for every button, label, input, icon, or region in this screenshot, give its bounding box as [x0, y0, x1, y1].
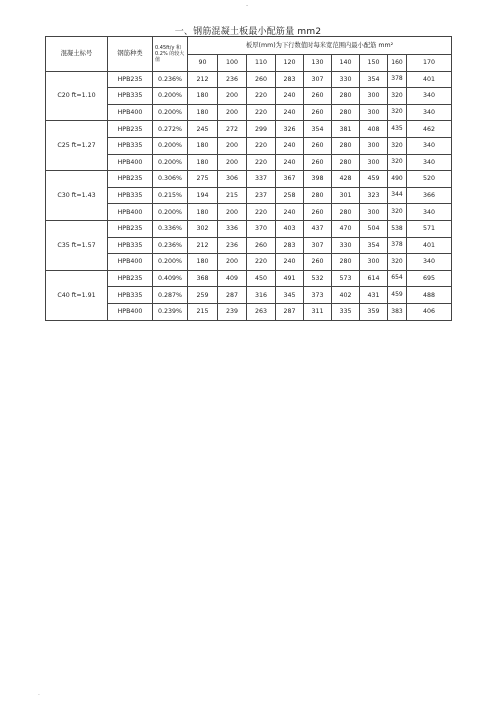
value-cell: 300 [360, 254, 388, 271]
rate-cell: 0.287% [153, 287, 188, 304]
thickness-header: 160 [388, 55, 407, 72]
steel-type-cell: HPB235 [108, 220, 153, 237]
value-cell: 287 [276, 303, 304, 320]
thickness-header: 90 [188, 55, 218, 72]
value-cell: 532 [304, 270, 332, 287]
value-cell: 403 [276, 220, 304, 237]
page-mark-top: - [246, 2, 249, 9]
value-cell: 287 [218, 287, 247, 304]
value-cell: 200 [218, 254, 247, 271]
value-cell: 340 [407, 254, 452, 271]
value-cell: 280 [332, 154, 360, 171]
value-cell: 311 [304, 303, 332, 320]
steel-type-cell: HPB400 [108, 254, 153, 271]
value-cell: 245 [188, 121, 218, 138]
steel-type-cell: HPB335 [108, 237, 153, 254]
value-cell: 340 [407, 154, 452, 171]
concrete-grade-cell: C35 ft=1.57 [46, 220, 108, 270]
value-cell: 260 [247, 71, 276, 88]
value-cell: 212 [188, 71, 218, 88]
thickness-header: 170 [407, 55, 452, 72]
value-cell: 220 [247, 88, 276, 105]
thickness-header: 110 [247, 55, 276, 72]
value-cell: 330 [332, 237, 360, 254]
steel-type-cell: HPB235 [108, 71, 153, 88]
value-cell: 240 [276, 204, 304, 221]
table-row [46, 270, 452, 287]
value-cell: 260 [304, 137, 332, 154]
rate-cell: 0.239% [153, 303, 188, 320]
value-cell: 409 [218, 270, 247, 287]
value-cell: 307 [304, 237, 332, 254]
rate-cell: 0.200% [153, 154, 188, 171]
value-cell: 378 [388, 237, 407, 254]
rate-cell: 0.200% [153, 137, 188, 154]
value-cell: 381 [332, 121, 360, 138]
concrete-grade-cell: C40 ft=1.91 [46, 270, 108, 320]
steel-type-cell: HPB335 [108, 88, 153, 105]
value-cell: 283 [276, 237, 304, 254]
steel-type-cell: HPB335 [108, 187, 153, 204]
value-cell: 220 [247, 137, 276, 154]
concrete-grade-cell: C20 ft=1.10 [46, 71, 108, 121]
value-cell: 212 [188, 237, 218, 254]
header-concrete: 混凝土标号 [46, 37, 108, 72]
value-cell: 354 [360, 71, 388, 88]
value-cell: 280 [332, 204, 360, 221]
rate-cell: 0.200% [153, 204, 188, 221]
value-cell: 367 [276, 171, 304, 188]
value-cell: 180 [188, 88, 218, 105]
value-cell: 573 [332, 270, 360, 287]
value-cell: 239 [218, 303, 247, 320]
steel-type-cell: HPB400 [108, 204, 153, 221]
value-cell: 654 [388, 270, 407, 287]
steel-type-cell: HPB235 [108, 121, 153, 138]
value-cell: 340 [407, 137, 452, 154]
value-cell: 491 [276, 270, 304, 287]
header-rate: 0.45ft/y 和 0.2% 的较大值 [153, 37, 188, 72]
value-cell: 260 [304, 204, 332, 221]
value-cell: 571 [407, 220, 452, 237]
value-cell: 300 [360, 137, 388, 154]
table-row [46, 171, 452, 188]
value-cell: 335 [332, 303, 360, 320]
thickness-header: 120 [276, 55, 304, 72]
value-cell: 431 [360, 287, 388, 304]
rate-cell: 0.200% [153, 88, 188, 105]
value-cell: 330 [332, 71, 360, 88]
header-steel: 钢筋种类 [108, 37, 153, 72]
value-cell: 215 [188, 303, 218, 320]
steel-type-cell: HPB335 [108, 287, 153, 304]
value-cell: 435 [388, 121, 407, 138]
value-cell: 383 [388, 303, 407, 320]
value-cell: 280 [332, 137, 360, 154]
rate-cell: 0.336% [153, 220, 188, 237]
value-cell: 194 [188, 187, 218, 204]
rate-cell: 0.272% [153, 121, 188, 138]
value-cell: 316 [247, 287, 276, 304]
steel-type-cell: HPB235 [108, 270, 153, 287]
value-cell: 462 [407, 121, 452, 138]
steel-type-cell: HPB400 [108, 303, 153, 320]
value-cell: 459 [388, 287, 407, 304]
value-cell: 220 [247, 104, 276, 121]
value-cell: 280 [332, 254, 360, 271]
value-cell: 344 [388, 187, 407, 204]
page-title: 一、钢筋混凝土板最小配筋量 mm2 [174, 27, 322, 37]
value-cell: 323 [360, 187, 388, 204]
value-cell: 306 [218, 171, 247, 188]
value-cell: 450 [247, 270, 276, 287]
value-cell: 240 [276, 104, 304, 121]
steel-type-cell: HPB400 [108, 154, 153, 171]
rate-cell: 0.200% [153, 254, 188, 271]
value-cell: 260 [304, 254, 332, 271]
table-row [46, 220, 452, 237]
table-row [46, 71, 452, 88]
value-cell: 359 [360, 303, 388, 320]
value-cell: 272 [218, 121, 247, 138]
value-cell: 240 [276, 88, 304, 105]
value-cell: 320 [388, 254, 407, 271]
thickness-header: 130 [304, 55, 332, 72]
value-cell: 237 [247, 187, 276, 204]
value-cell: 402 [332, 287, 360, 304]
value-cell: 220 [247, 154, 276, 171]
concrete-grade-cell: C30 ft=1.43 [46, 171, 108, 221]
rate-cell: 0.236% [153, 71, 188, 88]
steel-type-cell: HPB235 [108, 171, 153, 188]
value-cell: 302 [188, 220, 218, 237]
thickness-header: 100 [218, 55, 247, 72]
value-cell: 180 [188, 137, 218, 154]
value-cell: 200 [218, 204, 247, 221]
value-cell: 538 [388, 220, 407, 237]
value-cell: 220 [247, 254, 276, 271]
value-cell: 283 [276, 71, 304, 88]
value-cell: 470 [332, 220, 360, 237]
value-cell: 337 [247, 171, 276, 188]
concrete-grade-cell: C25 ft=1.27 [46, 121, 108, 171]
value-cell: 695 [407, 270, 452, 287]
value-cell: 200 [218, 88, 247, 105]
value-cell: 320 [388, 154, 407, 171]
value-cell: 378 [388, 71, 407, 88]
value-cell: 200 [218, 104, 247, 121]
value-cell: 320 [388, 137, 407, 154]
value-cell: 520 [407, 171, 452, 188]
value-cell: 260 [247, 237, 276, 254]
value-cell: 354 [304, 121, 332, 138]
value-cell: 336 [218, 220, 247, 237]
value-cell: 354 [360, 237, 388, 254]
value-cell: 345 [276, 287, 304, 304]
value-cell: 236 [218, 71, 247, 88]
value-cell: 320 [388, 104, 407, 121]
value-cell: 236 [218, 237, 247, 254]
value-cell: 275 [188, 171, 218, 188]
value-cell: 200 [218, 137, 247, 154]
value-cell: 240 [276, 137, 304, 154]
value-cell: 260 [304, 104, 332, 121]
value-cell: 299 [247, 121, 276, 138]
value-cell: 180 [188, 154, 218, 171]
value-cell: 301 [332, 187, 360, 204]
thickness-header: 150 [360, 55, 388, 72]
value-cell: 260 [304, 88, 332, 105]
steel-type-cell: HPB335 [108, 137, 153, 154]
value-cell: 220 [247, 204, 276, 221]
value-cell: 368 [188, 270, 218, 287]
value-cell: 300 [360, 104, 388, 121]
value-cell: 180 [188, 204, 218, 221]
value-cell: 263 [247, 303, 276, 320]
value-cell: 340 [407, 88, 452, 105]
value-cell: 260 [304, 154, 332, 171]
value-cell: 215 [218, 187, 247, 204]
rate-cell: 0.200% [153, 104, 188, 121]
value-cell: 259 [188, 287, 218, 304]
rate-cell: 0.306% [153, 171, 188, 188]
value-cell: 406 [407, 303, 452, 320]
value-cell: 300 [360, 204, 388, 221]
value-cell: 366 [407, 187, 452, 204]
rate-cell: 0.236% [153, 237, 188, 254]
value-cell: 180 [188, 104, 218, 121]
header-span: 板厚(mm)为下行数值时每米宽范围内最小配筋 mm² [188, 37, 452, 55]
value-cell: 401 [407, 237, 452, 254]
value-cell: 280 [304, 187, 332, 204]
value-cell: 370 [247, 220, 276, 237]
value-cell: 320 [388, 88, 407, 105]
thickness-header: 140 [332, 55, 360, 72]
value-cell: 614 [360, 270, 388, 287]
value-cell: 459 [360, 171, 388, 188]
steel-type-cell: HPB400 [108, 104, 153, 121]
value-cell: 280 [332, 88, 360, 105]
value-cell: 320 [388, 204, 407, 221]
value-cell: 258 [276, 187, 304, 204]
value-cell: 300 [360, 154, 388, 171]
value-cell: 200 [218, 154, 247, 171]
value-cell: 398 [304, 171, 332, 188]
value-cell: 180 [188, 254, 218, 271]
rate-cell: 0.215% [153, 187, 188, 204]
value-cell: 488 [407, 287, 452, 304]
value-cell: 300 [360, 88, 388, 105]
value-cell: 490 [388, 171, 407, 188]
value-cell: 373 [304, 287, 332, 304]
table-row [46, 121, 452, 138]
value-cell: 326 [276, 121, 304, 138]
value-cell: 437 [304, 220, 332, 237]
value-cell: 340 [407, 104, 452, 121]
value-cell: 307 [304, 71, 332, 88]
rebar-table [45, 36, 452, 321]
value-cell: 401 [407, 71, 452, 88]
value-cell: 340 [407, 204, 452, 221]
value-cell: 240 [276, 154, 304, 171]
value-cell: 408 [360, 121, 388, 138]
value-cell: 504 [360, 220, 388, 237]
value-cell: 240 [276, 254, 304, 271]
rate-cell: 0.409% [153, 270, 188, 287]
value-cell: 280 [332, 104, 360, 121]
value-cell: 428 [332, 171, 360, 188]
page-mark-bottom: . [38, 690, 40, 697]
